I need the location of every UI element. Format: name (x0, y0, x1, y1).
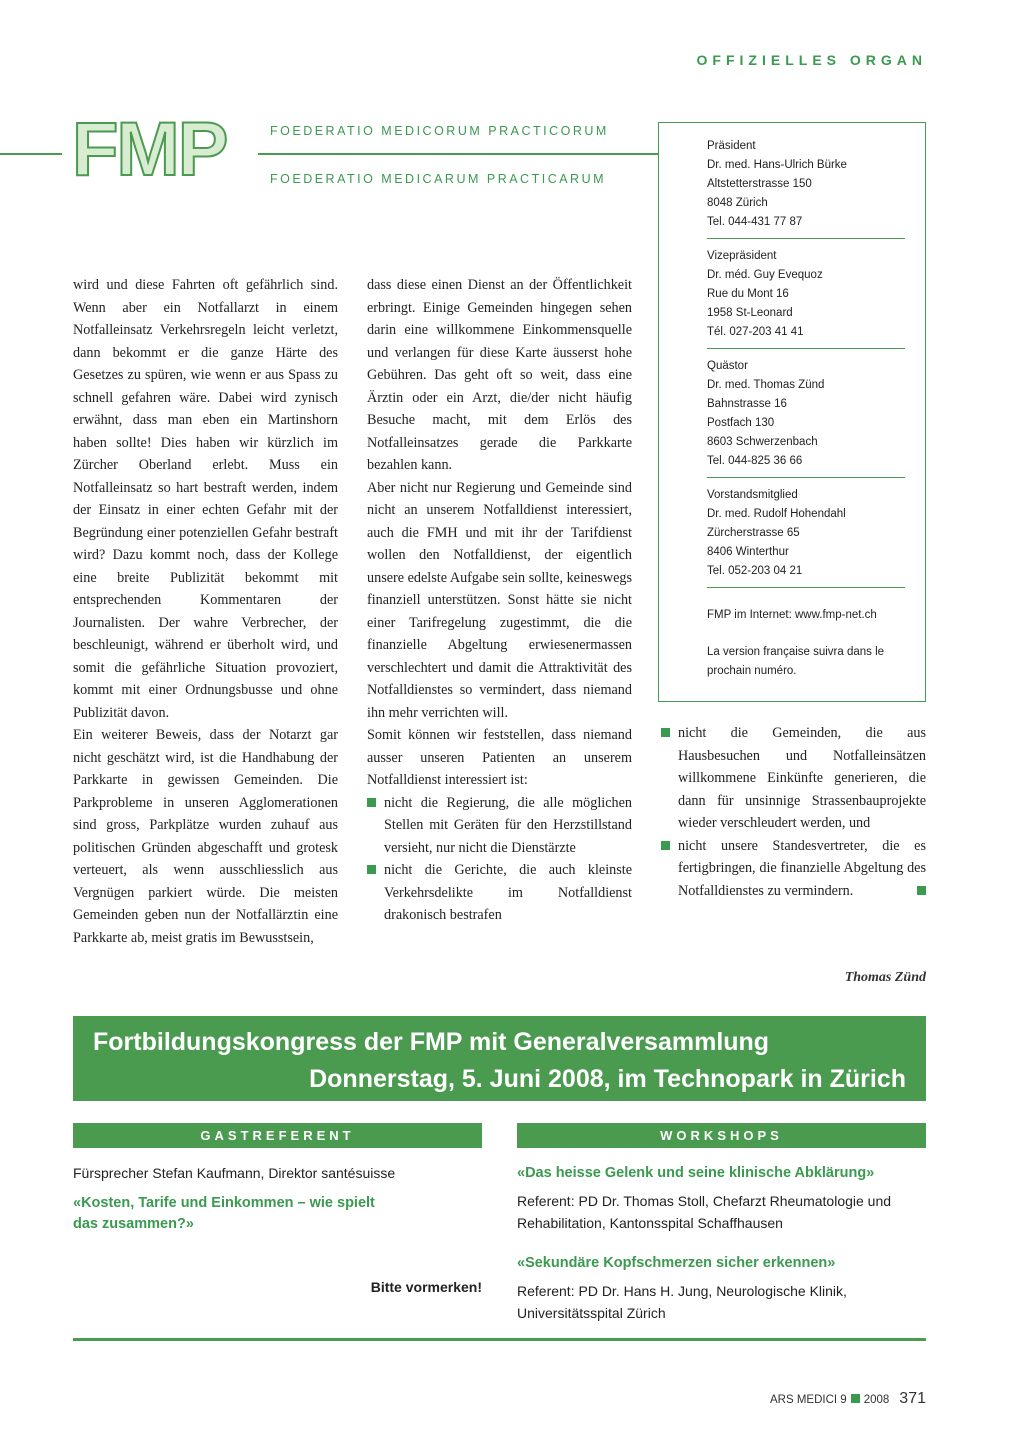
info-line: Dr. med. Thomas Zünd (707, 379, 825, 391)
logo-rule-left (0, 153, 62, 155)
article-column-1 (73, 274, 338, 949)
banner-date: Donnerstag, 5. Juni 2008, im Technopark in Zürich (309, 1065, 906, 1093)
gastreferent-speaker: Fürsprecher Stefan Kaufmann, Direktor santésuisse (73, 1165, 396, 1181)
info-line: Altstetterstrasse 150 (707, 178, 812, 190)
end-of-article-icon (917, 886, 926, 895)
workshops-heading: WORKSHOPS (517, 1123, 926, 1148)
paragraph: wird und diese Fahrten oft gefährlich sind. Wenn aber ein Notfallarzt in einem Notfalleinsatz Verkehrsregeln leicht verletzt, dann bekommt er die ganze Härte des Gesetzes zu spüren, wie wenn er aus Spass zu schnell gefahren wäre. Dabei wird zynisch erwähnt, dass man eben ein Martinshorn haben sollte! Dies haben wir kürzlich im Zürcher Oberland erlebt. Muss ein Notfalleinsatz so hart bestraft werden, indem der Einsatz in einer echten Gefahr mit der Begründung einer potenziellen Gefahr bestraft wird? Dazu kommt noch, dass der Kollege eine breite Publizität bekommt mit entsprechenden Kommentaren der Journalisten. Der wahre Verbrecher, der beschleunigt, während er überholt wird, und somit die gefährliche Situation provoziert, kommt mit einer Ordnungsbusse und ohne Publizität davon. (73, 277, 338, 721)
gastreferent-talk-title: «Kosten, Tarife und Einkommen – wie spielt das zusammen?» (73, 1195, 375, 1232)
bullet-text: nicht die Gemeinden, die aus Hausbesuchen und Notfalleinsätzen willkommene Einkünfte generieren, die dann für unsinnige Strassenbauprojekte wieder verschleudert werden, und (678, 725, 926, 831)
congress-banner (73, 1016, 926, 1101)
reminder-note: Bitte vormerken! (370, 1279, 482, 1295)
workshop-referent: Referent: PD Dr. Thomas Stoll, Chefarzt Rheumatologie und Rehabilitation, Kantonsspital Schaffhausen (517, 1193, 892, 1231)
info-line: Tel. 044-431 77 87 (707, 216, 803, 228)
french-version-note: La version française suivra dans le prochain numéro. (707, 646, 885, 677)
org-name-female: FOEDERATIO MEDICARUM PRACTICARUM (270, 172, 607, 186)
board-info-box (658, 122, 926, 702)
workshop-title: «Sekundäre Kopfschmerzen sicher erkennen» (517, 1255, 836, 1271)
paragraph: Aber nicht nur Regierung und Gemeinde sind nicht an unserem Notfalldienst interessiert, auch die FMH und mit ihr der Tarifdienst wollen den Notfalldienst, der eigentlich unsere edelste Aufgabe sein sollte, keineswegs finanziell unterstützen. Sonst hätte sie nicht einer Tarifregelung zugestimmt, die die finanzielle Abgeltung erwiesenermassen verschlechtert und damit die Attraktivität des Notfalldienstes so vermindert, dass niemand ihn mehr verrichten will. (367, 479, 632, 721)
bullet-item (661, 835, 926, 903)
info-line: Tel. 044-825 36 66 (707, 455, 803, 467)
bullet-text: nicht die Gerichte, die auch kleinste Verkehrsdelikte im Notfalldienst drakonisch bestrafen (384, 862, 632, 923)
info-line: 8048 Zürich (707, 197, 768, 209)
bullet-item (367, 792, 632, 860)
paragraph: Somit können wir feststellen, dass niemand ausser unseren Patienten an unserem Notfalldienst interessiert ist: (367, 727, 632, 788)
footer-square-icon (851, 1394, 860, 1403)
info-line: Dr. méd. Guy Evequoz (707, 269, 823, 281)
logo-rule-right (258, 153, 658, 155)
bullet-square-icon (661, 841, 670, 850)
workshop-title: «Das heisse Gelenk und seine klinische Abklärung» (517, 1165, 875, 1181)
bullet-item (367, 859, 632, 927)
bullet-square-icon (661, 728, 670, 737)
board-member-executive (707, 486, 905, 588)
bullet-square-icon (367, 865, 376, 874)
info-line: Quästor (707, 360, 748, 372)
org-name-male: FOEDERATIO MEDICORUM PRACTICORUM (270, 124, 609, 138)
info-line: Vizepräsident (707, 250, 777, 262)
info-line: 8406 Winterthur (707, 546, 789, 558)
paragraph: Ein weiterer Beweis, dass der Notarzt gar nicht geschätzt wird, ist die Handhabung der Parkkarte in gewissen Gemeinden. Die Parkprobleme in unseren Agglomerationen sind gross, Parkplätze wurden zuhauf aus politischen Gründen abgeschafft und grotesk verteuert, als wenn ausschliesslich aus Vergnügen parkiert würde. Die meisten Gemeinden geben nun der Notfallärztin eine Parkkarte ab, meist gratis im Bewusstsein, (73, 727, 338, 946)
fmp-logo: FMP (72, 107, 227, 192)
board-member-president (707, 137, 905, 239)
info-line: 1958 St-Leonard (707, 307, 793, 319)
page-footer (770, 1390, 926, 1408)
info-line: Dr. med. Hans-Ulrich Bürke (707, 159, 847, 171)
bullet-text: nicht unsere Standesvertreter, die es fertigbringen, die finanzielle Abgeltung des Notfalldienstes zu vermindern. (678, 837, 926, 899)
board-member-vice-president (707, 247, 905, 349)
paragraph: dass diese einen Dienst an der Öffentlichkeit erbringt. Einige Gemeinden hingegen sehen darin eine willkommene Einkommensquelle und verlangen für diese Karte äusserst hohe Gebühren. Das geht oft so weit, dass eine Ärztin oder ein Arzt, die/der nicht häufig Besuche macht, mit dem Erlös des Notfalleinsatzes gerade die Parkkarte bezahlen kann. (367, 277, 632, 473)
journal-year: 2008 (863, 1394, 890, 1406)
info-line: Dr. med. Rudolf Hohendahl (707, 508, 846, 520)
info-line: Tél. 027-203 41 41 (707, 326, 804, 338)
bullet-square-icon (367, 798, 376, 807)
bullet-item (661, 722, 926, 835)
page-number: 371 (899, 1390, 926, 1407)
bullet-text: nicht die Regierung, die alle möglichen Stellen mit Geräten für den Herzstillstand versieht, nur nicht die Dienstärzte (384, 794, 632, 856)
journal-name: ARS MEDICI 9 (770, 1394, 847, 1406)
info-line: Rue du Mont 16 (707, 288, 789, 300)
internet-link[interactable]: FMP im Internet: www.fmp-net.ch (707, 609, 877, 621)
article-column-2 (367, 274, 632, 927)
gastreferent-heading: GASTREFERENT (73, 1123, 482, 1148)
info-line: Bahnstrasse 16 (707, 398, 787, 410)
article-author: Thomas Zünd (844, 970, 926, 985)
info-line: 8603 Schwerzenbach (707, 436, 818, 448)
info-line: Tel. 052-203 04 21 (707, 565, 803, 577)
article-column-3 (661, 722, 926, 902)
workshop-referent: Referent: PD Dr. Hans H. Jung, Neurologische Klinik, Universitätsspital Zürich (517, 1283, 847, 1321)
banner-title: Fortbildungskongress der FMP mit Generalversammlung (93, 1028, 770, 1056)
info-line: Zürcherstrasse 65 (707, 527, 800, 539)
info-line: Präsident (707, 140, 756, 152)
info-line: Vorstandsmitglied (707, 489, 798, 501)
info-line: Postfach 130 (707, 417, 775, 429)
board-member-treasurer (707, 357, 905, 478)
bottom-rule (73, 1338, 926, 1341)
header-label: OFFIZIELLES ORGAN (696, 52, 927, 68)
